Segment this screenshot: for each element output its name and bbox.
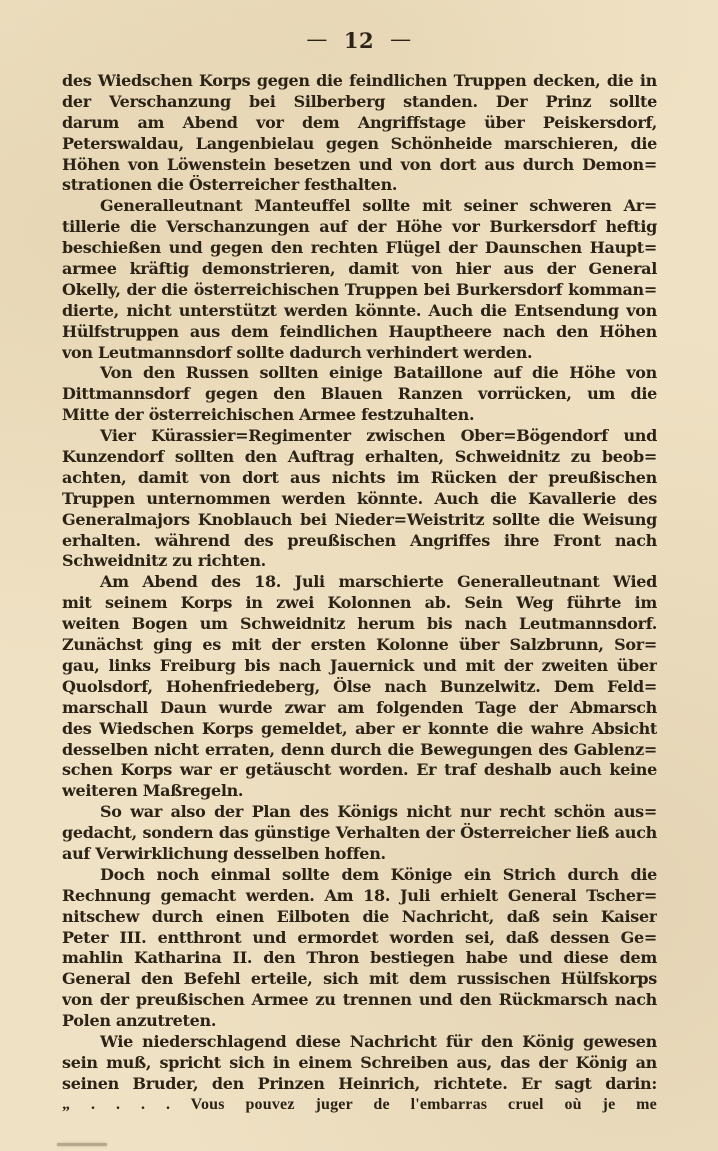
header-dash-right: — — [390, 27, 412, 51]
text-line: „ . . . . Vous pouvez juger de l'embarras cruel où je me — [62, 1095, 657, 1113]
text-line: Rechnung gemacht werden. Am 18. Juli erhielt General Tscher= — [62, 885, 657, 905]
text-line: auf Verwirklichung desselben hoffen. — [62, 843, 386, 863]
text-line: Schweidnitz zu richten. — [62, 551, 266, 571]
text-line: Kunzendorf sollten den Auftrag erhalten, Schweidnitz zu beob= — [62, 447, 657, 467]
text-line: Von den Russen sollten einige Bataillone auf die Höhe von — [100, 363, 657, 383]
paragraph — [62, 802, 657, 865]
text-line: weiteren Maßregeln. — [62, 781, 244, 801]
text-line: von der preußischen Armee zu trennen und den Rückmarsch nach — [62, 990, 657, 1010]
scan-artifact-smudge — [57, 1143, 107, 1146]
text-line: gau, links Freiburg bis nach Jauernick und mit der zweiten über — [62, 655, 657, 675]
text-line: dierte, nicht unterstützt werden könnte. Auch die Entsendung von — [62, 300, 657, 320]
text-line: beschießen und gegen den rechten Flügel der Daunschen Haupt= — [62, 238, 657, 258]
text-line: seinen Bruder, den Prinzen Heinrich, richtete. Er sagt darin: — [62, 1073, 657, 1093]
paragraph — [62, 572, 657, 802]
text-line: sein muß, spricht sich in einem Schreiben aus, das der König an — [62, 1052, 657, 1072]
text-line: General den Befehl erteile, sich mit dem russischen Hülfskorps — [62, 969, 657, 989]
text-line: Polen anzutreten. — [62, 1011, 217, 1031]
text-line: Mitte der österreichischen Armee festzuhalten. — [62, 405, 475, 425]
text-line: Peterswaldau, Langenbielau gegen Schönheide marschieren, die — [62, 133, 657, 153]
text-line: Höhen von Löwenstein besetzen und von dort aus durch Demon= — [62, 154, 657, 174]
text-line: strationen die Österreicher festhalten. — [62, 175, 398, 195]
text-line: darum am Abend vor dem Angriffstage über Peiskersdorf, — [62, 112, 657, 132]
text-line: tillerie die Verschanzungen auf der Höhe vor Burkersdorf heftig — [62, 217, 657, 237]
text-line: marschall Daun wurde zwar am folgenden Tage der Abmarsch — [62, 697, 657, 717]
text-line: von Leutmannsdorf sollte dadurch verhindert werden. — [62, 342, 533, 362]
paragraph — [62, 865, 657, 1032]
text-line: schen Korps war er getäuscht worden. Er traf deshalb auch keine — [62, 760, 657, 780]
text-line: Vier Kürassier=Regimenter zwischen Ober=Bögendorf und — [100, 426, 657, 446]
text-line: Zunächst ging es mit der ersten Kolonne über Salzbrunn, Sor= — [62, 635, 657, 655]
paragraph — [62, 363, 657, 426]
text-line: desselben nicht erraten, denn durch die Bewegungen des Gablenz= — [62, 739, 657, 759]
text-line: Am Abend des 18. Juli marschierte Generalleutnant Wied — [100, 572, 657, 592]
page-header — [0, 28, 718, 53]
text-line: Truppen unternommen werden könnte. Auch die Kavallerie des — [62, 488, 657, 508]
text-line: nitschew durch einen Eilboten die Nachricht, daß sein Kaiser — [62, 906, 657, 926]
text-line: Peter III. entthront und ermordet worden sei, daß dessen Ge= — [62, 927, 657, 947]
text-line: Okelly, der die österreichischen Truppen bei Burkersdorf komman= — [62, 279, 657, 299]
header-dash-left: — — [306, 27, 328, 51]
text-line: Dittmannsdorf gegen den Blauen Ranzen vorrücken, um die — [62, 384, 657, 404]
text-line: Generalleutnant Manteuffel sollte mit seiner schweren Ar= — [100, 196, 657, 216]
text-line: der Verschanzung bei Silberberg standen. Der Prinz sollte — [62, 91, 657, 111]
text-line: Doch noch einmal sollte dem Könige ein Strich durch die — [100, 864, 657, 884]
text-line: achten, damit von dort aus nichts im Rücken der preußischen — [62, 467, 657, 487]
text-line: mahlin Katharina II. den Thron bestiegen habe und diese dem — [62, 948, 657, 968]
text-line: Quolsdorf, Hohenfriedeberg, Ölse nach Bunzelwitz. Dem Feld= — [62, 676, 657, 696]
paragraph — [62, 71, 657, 196]
paragraph — [62, 426, 657, 572]
text-line: So war also der Plan des Königs nicht nur recht schön aus= — [100, 802, 657, 822]
text-line: weiten Bogen um Schweidnitz herum bis nach Leutmannsdorf. — [62, 614, 657, 634]
text-line: Hülfstruppen aus dem feindlichen Hauptheere nach den Höhen — [62, 321, 657, 341]
page-body-text — [62, 71, 657, 1116]
paragraph — [62, 196, 657, 363]
page-number: 12 — [343, 28, 375, 53]
text-line: armee kräftig demonstrieren, damit von hier aus der General — [62, 259, 657, 279]
text-line: erhalten. während des preußischen Angriffes ihre Front nach — [62, 530, 657, 550]
text-line: gedacht, sondern das günstige Verhalten der Österreicher ließ auch — [62, 823, 657, 843]
text-line: mit seinem Korps in zwei Kolonnen ab. Sein Weg führte im — [62, 593, 657, 613]
text-line: des Wiedschen Korps gegen die feindlichen Truppen decken, die in — [62, 71, 657, 90]
text-line: des Wiedschen Korps gemeldet, aber er konnte die wahre Absicht — [62, 718, 657, 738]
text-line: Wie niederschlagend diese Nachricht für den König gewesen — [100, 1031, 657, 1051]
paragraph — [62, 1032, 657, 1116]
text-line: Generalmajors Knoblauch bei Nieder=Weistritz sollte die Weisung — [62, 509, 657, 529]
